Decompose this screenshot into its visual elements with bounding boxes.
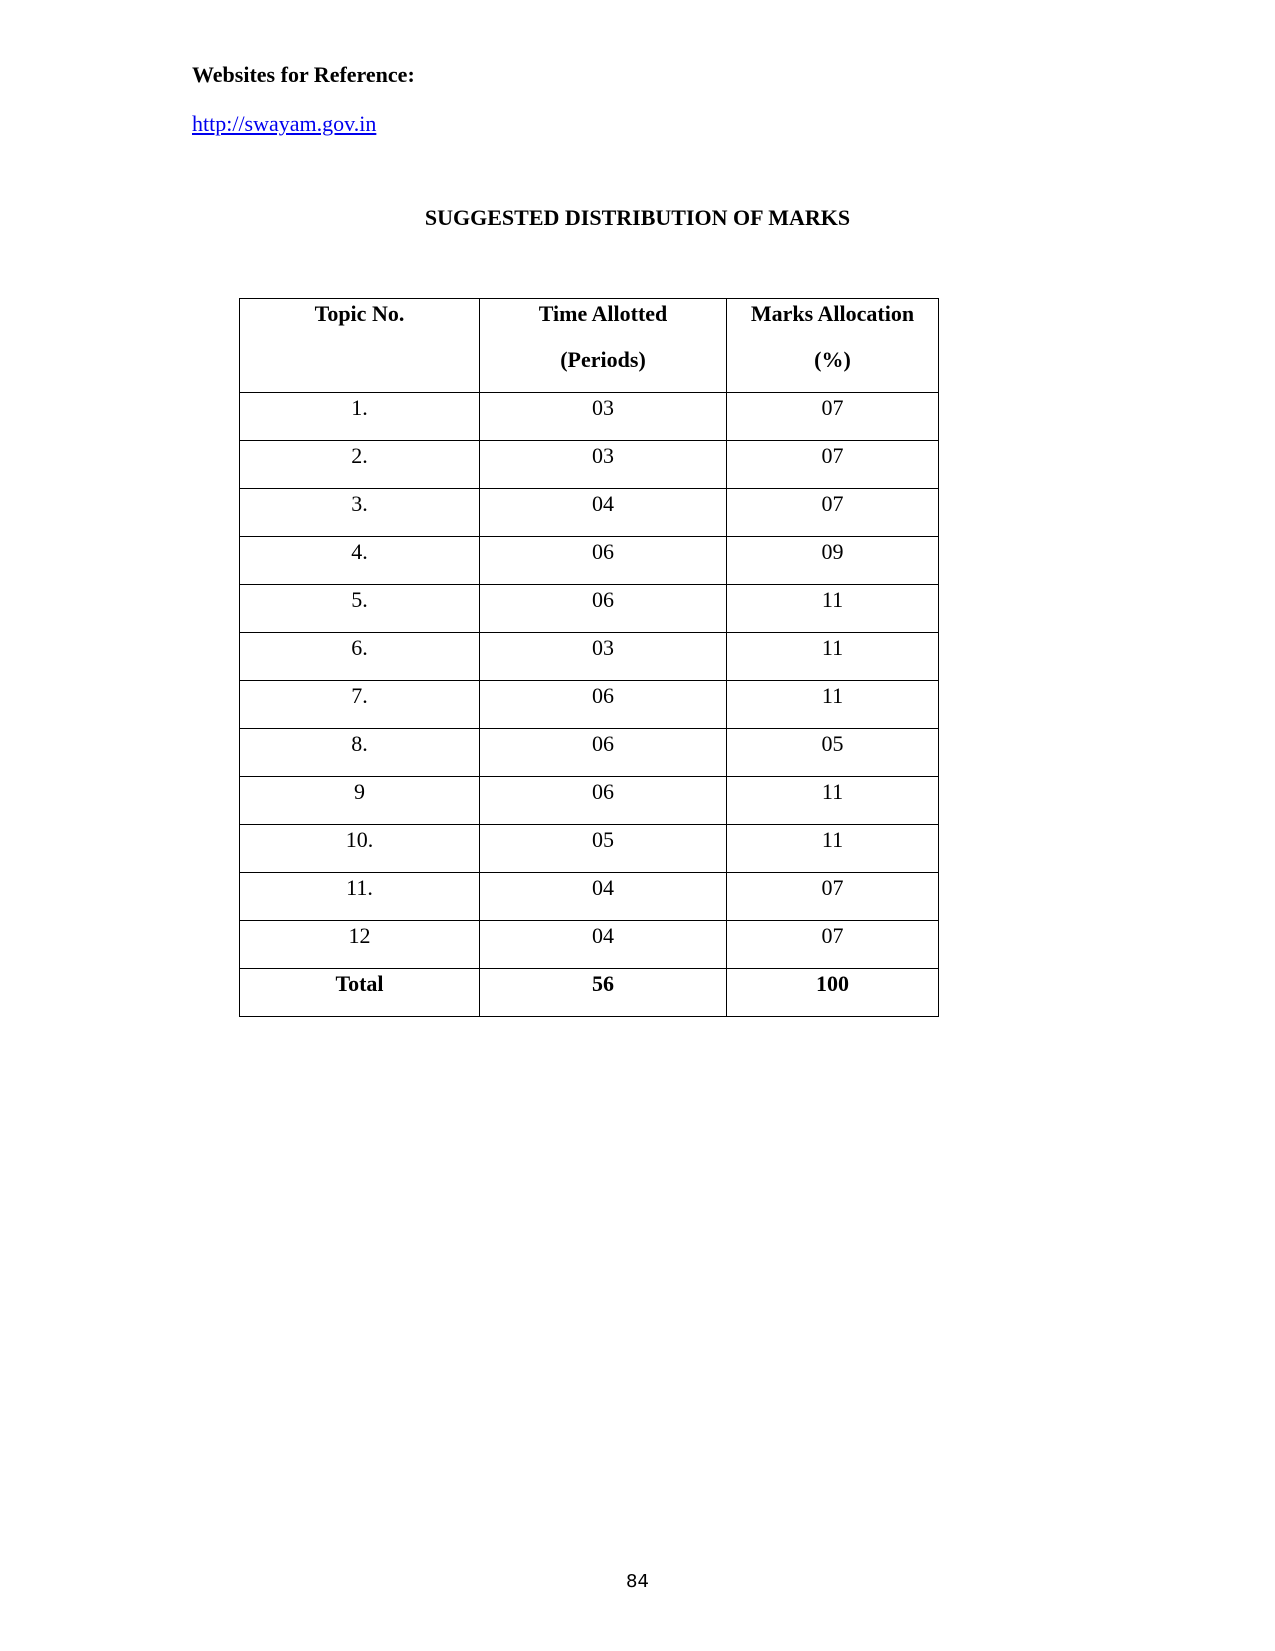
cell-text: 11 bbox=[821, 635, 844, 660]
cell-text: 10. bbox=[345, 827, 374, 852]
marks-allocation-cell bbox=[727, 825, 939, 873]
time-allotted-cell bbox=[480, 585, 727, 633]
header-marks-allocation bbox=[727, 299, 939, 393]
cell-text: 06 bbox=[592, 539, 614, 564]
topic-no-cell bbox=[240, 825, 480, 873]
header-time-allotted-line1: Time Allotted bbox=[538, 301, 668, 326]
marks-allocation-cell bbox=[727, 585, 939, 633]
cell-text: 06 bbox=[592, 731, 614, 756]
cell-text: 07 bbox=[821, 443, 844, 468]
cell-text: 11 bbox=[821, 683, 844, 708]
table-title: SUGGESTED DISTRIBUTION OF MARKS bbox=[424, 205, 851, 230]
header-marks-allocation-line1: Marks Allocation bbox=[750, 301, 915, 326]
table-row bbox=[240, 537, 939, 585]
cell-text: 8. bbox=[351, 731, 368, 756]
marks-allocation-cell bbox=[727, 729, 939, 777]
table-row bbox=[240, 681, 939, 729]
cell-text: 11 bbox=[821, 779, 844, 804]
marks-allocation-cell bbox=[727, 393, 939, 441]
cell-text: 11. bbox=[346, 875, 373, 900]
cell-text: 4. bbox=[351, 539, 368, 564]
time-allotted-cell bbox=[480, 921, 727, 969]
time-allotted-cell bbox=[480, 489, 727, 537]
total-marks-value: 100 bbox=[816, 971, 849, 996]
topic-no-cell bbox=[240, 489, 480, 537]
topic-no-cell bbox=[240, 393, 480, 441]
cell-text: 07 bbox=[821, 491, 844, 516]
cell-text: 2. bbox=[351, 443, 368, 468]
total-label: Total bbox=[335, 971, 384, 996]
cell-text: 7. bbox=[351, 683, 368, 708]
table-row bbox=[240, 633, 939, 681]
table-row bbox=[240, 825, 939, 873]
marks-allocation-cell bbox=[727, 441, 939, 489]
time-allotted-cell bbox=[480, 825, 727, 873]
time-allotted-cell bbox=[480, 729, 727, 777]
header-topic-no bbox=[240, 299, 480, 393]
time-allotted-cell bbox=[480, 873, 727, 921]
swayam-link[interactable]: http://swayam.gov.in bbox=[192, 111, 377, 136]
topic-no-cell bbox=[240, 441, 480, 489]
topic-no-cell bbox=[240, 921, 480, 969]
topic-no-cell bbox=[240, 777, 480, 825]
cell-text: 07 bbox=[821, 875, 844, 900]
cell-text: 11 bbox=[821, 587, 844, 612]
time-allotted-cell bbox=[480, 393, 727, 441]
marks-distribution-table bbox=[239, 298, 939, 1017]
cell-text: 03 bbox=[592, 443, 614, 468]
cell-text: 3. bbox=[351, 491, 368, 516]
time-allotted-cell bbox=[480, 537, 727, 585]
total-label-cell bbox=[240, 969, 480, 1017]
topic-no-cell bbox=[240, 633, 480, 681]
total-time-cell bbox=[480, 969, 727, 1017]
marks-allocation-cell bbox=[727, 633, 939, 681]
topic-no-cell bbox=[240, 729, 480, 777]
marks-allocation-cell bbox=[727, 681, 939, 729]
marks-allocation-cell bbox=[727, 537, 939, 585]
cell-text: 04 bbox=[592, 875, 614, 900]
cell-text: 03 bbox=[592, 635, 614, 660]
marks-allocation-cell bbox=[727, 873, 939, 921]
page-number: 84 bbox=[626, 1571, 649, 1592]
total-marks-cell bbox=[727, 969, 939, 1017]
cell-text: 12 bbox=[348, 923, 371, 948]
table-row bbox=[240, 729, 939, 777]
topic-no-cell bbox=[240, 585, 480, 633]
table-total-row bbox=[240, 969, 939, 1017]
cell-text: 9 bbox=[354, 779, 365, 804]
websites-heading: Websites for Reference: bbox=[192, 62, 415, 87]
cell-text: 05 bbox=[821, 731, 844, 756]
cell-text: 06 bbox=[592, 683, 614, 708]
marks-allocation-cell bbox=[727, 921, 939, 969]
header-topic-no-line1: Topic No. bbox=[314, 301, 405, 326]
cell-text: 06 bbox=[592, 779, 614, 804]
cell-text: 07 bbox=[821, 395, 844, 420]
cell-text: 5. bbox=[351, 587, 368, 612]
marks-allocation-cell bbox=[727, 489, 939, 537]
topic-no-cell bbox=[240, 681, 480, 729]
cell-text: 07 bbox=[821, 923, 844, 948]
cell-text: 04 bbox=[592, 923, 614, 948]
time-allotted-cell bbox=[480, 777, 727, 825]
cell-text: 05 bbox=[592, 827, 614, 852]
time-allotted-cell bbox=[480, 633, 727, 681]
table-row bbox=[240, 489, 939, 537]
total-time-value: 56 bbox=[592, 971, 614, 996]
time-allotted-cell bbox=[480, 681, 727, 729]
marks-allocation-cell bbox=[727, 777, 939, 825]
cell-text: 03 bbox=[592, 395, 614, 420]
header-time-allotted-line2: (Periods) bbox=[560, 347, 646, 372]
cell-text: 04 bbox=[592, 491, 614, 516]
topic-no-cell bbox=[240, 873, 480, 921]
cell-text: 06 bbox=[592, 587, 614, 612]
topic-no-cell bbox=[240, 537, 480, 585]
table-row bbox=[240, 585, 939, 633]
table-row bbox=[240, 393, 939, 441]
table-row bbox=[240, 777, 939, 825]
header-time-allotted bbox=[480, 299, 727, 393]
table-row bbox=[240, 441, 939, 489]
cell-text: 09 bbox=[821, 539, 844, 564]
cell-text: 11 bbox=[821, 827, 844, 852]
cell-text: 1. bbox=[351, 395, 368, 420]
header-marks-allocation-line2: (%) bbox=[814, 347, 851, 372]
table-row bbox=[240, 873, 939, 921]
table-header-row bbox=[240, 299, 939, 393]
cell-text: 6. bbox=[351, 635, 368, 660]
time-allotted-cell bbox=[480, 441, 727, 489]
table-row bbox=[240, 921, 939, 969]
